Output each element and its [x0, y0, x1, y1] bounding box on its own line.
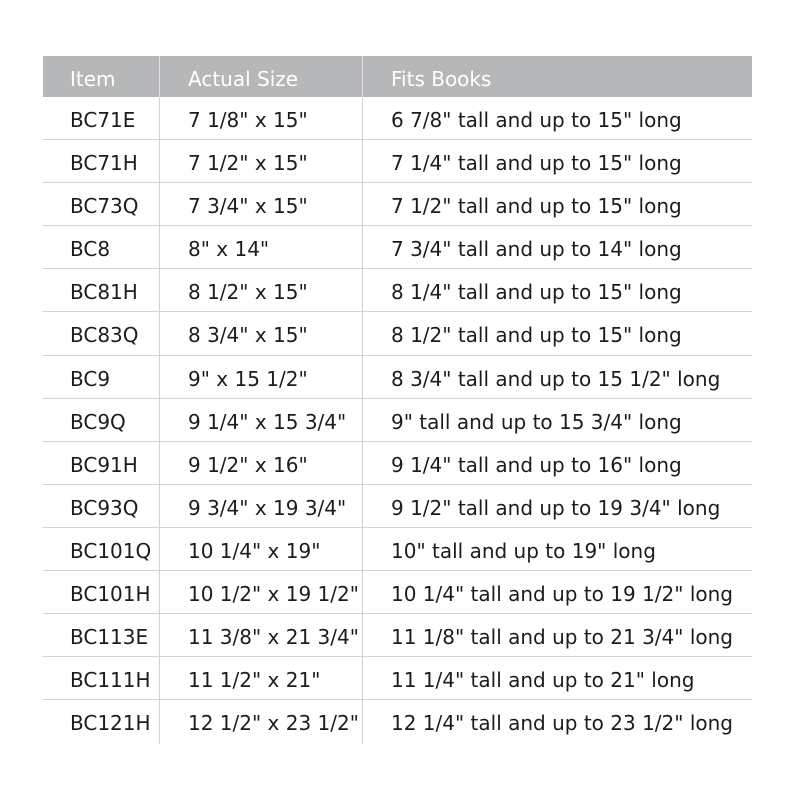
cell-actual-size: 8 3/4" x 15"	[188, 323, 308, 348]
table-row	[43, 226, 752, 269]
size-table	[43, 56, 752, 743]
table-row	[43, 97, 752, 140]
table-row	[43, 528, 752, 571]
cell-actual-size: 10 1/4" x 19"	[188, 538, 321, 563]
cell-item: BC81H	[70, 280, 138, 305]
cell-actual-size: 10 1/2" x 19 1/2"	[188, 582, 359, 607]
cell-fits-books: 9 1/4" tall and up to 16" long	[391, 452, 682, 477]
header-fits-books: Fits Books	[391, 67, 492, 91]
cell-fits-books: 10 1/4" tall and up to 19 1/2" long	[391, 582, 733, 607]
cell-fits-books: 8 1/4" tall and up to 15" long	[391, 280, 682, 305]
cell-item: BC111H	[70, 668, 151, 693]
table-row	[43, 442, 752, 485]
cell-item: BC121H	[70, 711, 151, 736]
header-actual-size: Actual Size	[188, 67, 299, 91]
cell-actual-size: 7 1/2" x 15"	[188, 151, 308, 176]
cell-fits-books: 7 1/2" tall and up to 15" long	[391, 194, 682, 219]
cell-item: BC101Q	[70, 538, 152, 563]
table-row	[43, 312, 752, 355]
cell-item: BC93Q	[70, 495, 139, 520]
table-row	[43, 485, 752, 528]
header-divider	[159, 56, 160, 97]
cell-fits-books: 12 1/4" tall and up to 23 1/2" long	[391, 711, 733, 736]
table-row	[43, 140, 752, 183]
cell-fits-books: 11 1/8" tall and up to 21 3/4" long	[391, 625, 733, 650]
cell-item: BC71E	[70, 108, 136, 132]
cell-item: BC71H	[70, 151, 138, 176]
cell-item: BC91H	[70, 452, 138, 477]
table-row	[43, 700, 752, 743]
cell-fits-books: 11 1/4" tall and up to 21" long	[391, 668, 695, 693]
cell-actual-size: 11 3/8" x 21 3/4"	[188, 625, 359, 650]
cell-fits-books: 10" tall and up to 19" long	[391, 538, 656, 563]
header-item: Item	[70, 67, 116, 91]
table-row	[43, 571, 752, 614]
cell-item: BC9	[70, 366, 111, 391]
cell-fits-books: 8 1/2" tall and up to 15" long	[391, 323, 682, 348]
cell-actual-size: 9 3/4" x 19 3/4"	[188, 495, 347, 520]
table-row	[43, 183, 752, 226]
cell-actual-size: 8" x 14"	[188, 237, 270, 262]
cell-actual-size: 7 3/4" x 15"	[188, 194, 308, 219]
cell-fits-books: 8 3/4" tall and up to 15 1/2" long	[391, 366, 721, 391]
cell-actual-size: 11 1/2" x 21"	[188, 668, 321, 693]
table-body	[43, 97, 752, 743]
table-row	[43, 399, 752, 442]
cell-actual-size: 8 1/2" x 15"	[188, 280, 308, 305]
cell-fits-books: 7 1/4" tall and up to 15" long	[391, 151, 682, 176]
header-divider	[362, 56, 363, 97]
table-row	[43, 356, 752, 399]
cell-fits-books: 6 7/8" tall and up to 15" long	[391, 108, 682, 132]
table-row	[43, 657, 752, 700]
cell-item: BC9Q	[70, 409, 126, 434]
table-row	[43, 614, 752, 657]
cell-actual-size: 9 1/4" x 15 3/4"	[188, 409, 347, 434]
table-row	[43, 269, 752, 312]
cell-actual-size: 12 1/2" x 23 1/2"	[188, 711, 359, 736]
cell-item: BC83Q	[70, 323, 139, 348]
cell-actual-size: 9" x 15 1/2"	[188, 366, 308, 391]
cell-item: BC73Q	[70, 194, 139, 219]
cell-item: BC8	[70, 237, 111, 262]
cell-fits-books: 9 1/2" tall and up to 19 3/4" long	[391, 495, 721, 520]
cell-actual-size: 9 1/2" x 16"	[188, 452, 308, 477]
cell-actual-size: 7 1/8" x 15"	[188, 108, 308, 132]
cell-fits-books: 9" tall and up to 15 3/4" long	[391, 409, 682, 434]
cell-fits-books: 7 3/4" tall and up to 14" long	[391, 237, 682, 262]
cell-item: BC113E	[70, 625, 149, 650]
table-header	[43, 56, 752, 97]
cell-item: BC101H	[70, 582, 151, 607]
